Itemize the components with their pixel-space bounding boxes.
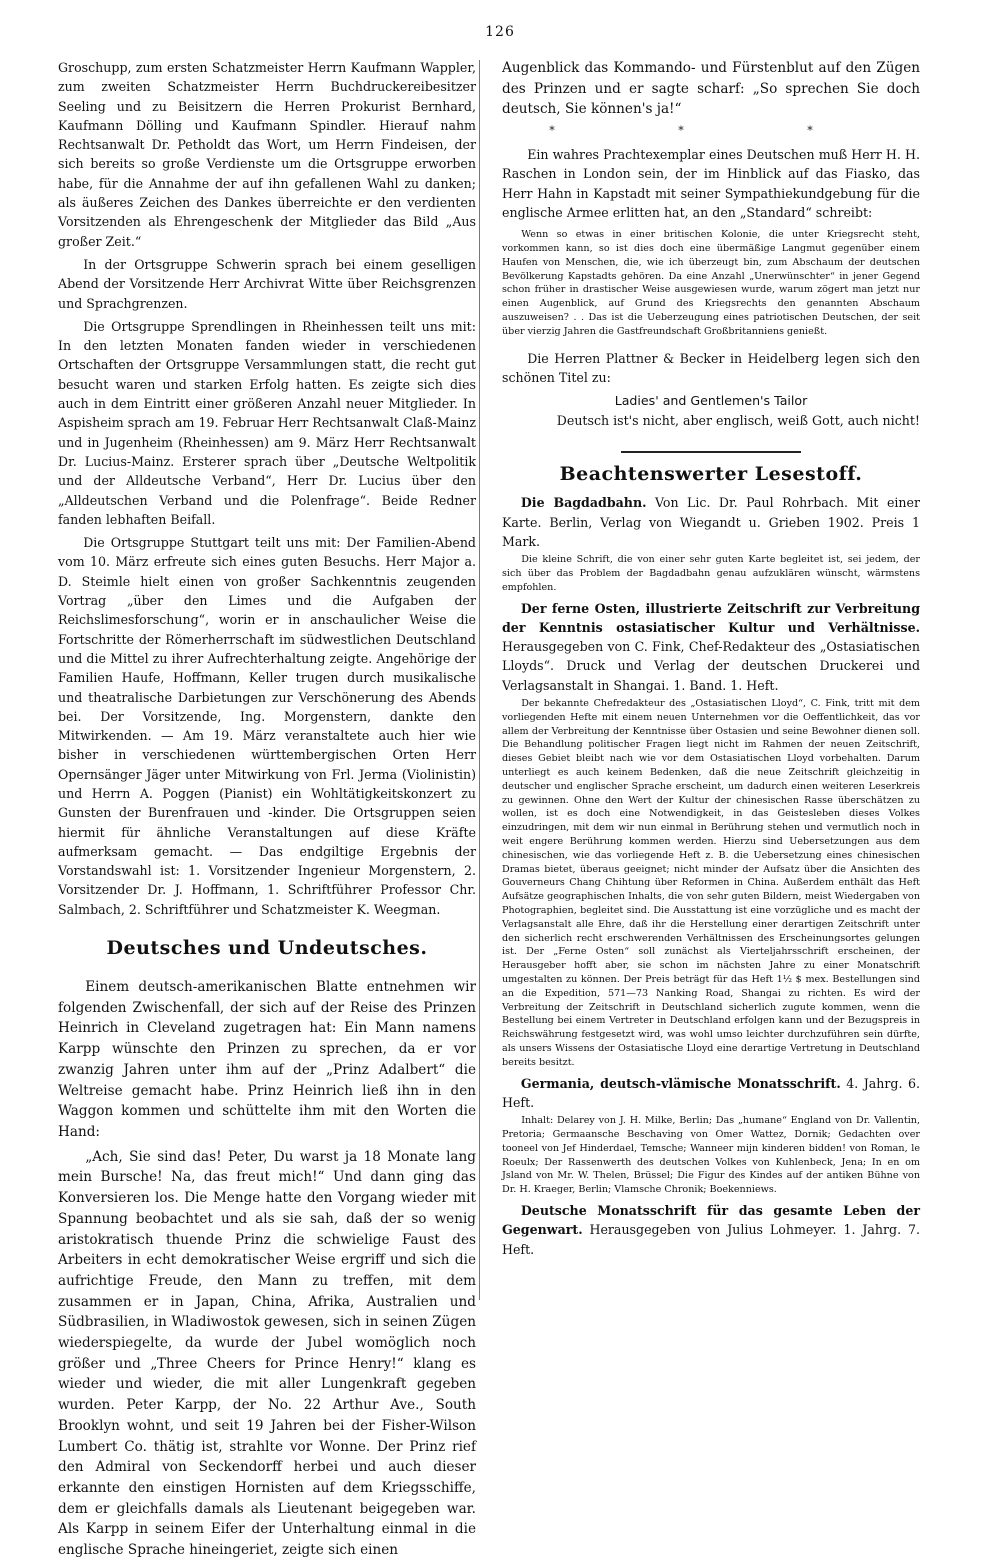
left-paragraph-6: „Ach, Sie sind das! Peter, Du warst ja 18 Monate lang mein Bursche! Na, das freut mich!“ Und dann ging das Konversieren los. Die Menge hatte den Vorgang wieder mit Spannung beobachtet und als sie sah, daß der so wenig aristokratisch thuende Prinz die schwielige Faust des Arbeiters in echt demokratischer Weise ergriff und sich die aufrichtige Freude, den Mann zu treffen, mit dem zusammen er in Japan, China, Afrika, Australien und Südbrasilien, in Wladiwostok gewesen, sich in seinen Zügen wiederspiegelte, da wurde der Jubel womöglich noch größer und „Three Cheers for Prince Henry!“ klang es wieder und wieder, die mit aller Lungenkraft gegeben wurden. Peter Karpp, der No. 22 Arthur Ave., South Brooklyn wohnt, und seit 19 Jahren bei der Fisher-Wilson Lumbert Co. thätig ist, strahlte vor Wonne. Der Prinz rief den Admiral von Seckendorff herbei und auch dieser erkannte den einstigen Hornisten auf dem Kriegsschiffe, dem er gleichfalls damals als Lieutenant beigegeben war. Als Karpp in seinem Eifer der Unterhaltung einmal in die englische Sprache hineingeriet, zeigte sich einen [58, 1148, 476, 1559]
page-number: 126 [485, 24, 515, 40]
review-title: Der ferne Osten, illustrierte Zeitschrift zur Verbreitung der Kenntnis ostasiatischer Kultur und Verhältnisse. [502, 600, 920, 635]
right-column [502, 58, 920, 1261]
review-entry-monatsschrift [502, 1201, 920, 1259]
review-entry-bagdadbahn [502, 493, 920, 551]
review-note: Die kleine Schrift, die von einer sehr guten Karte begleitet ist, sei jedem, der sich über das Problem der Bagdadbahn genau aufzuklären wünscht, wärmstens empfohlen. [502, 554, 920, 593]
left-paragraph-1: Groschupp, zum ersten Schatzmeister Herrn Kaufmann Wappler, zum zweiten Schatzmeister Herrn Buchdruckereibesitzer Seeling und zu Beisitzern die Herren Prokurist Bernhard, Kaufmann Dölling und Kaufmann Spindler. Hierauf nahm Rechtsanwalt Dr. Petholdt das Wort, um Herrn Findeisen, der sich bereits so große Verdienste um die Ortsgruppe erworben habe, für die Annahme der auf ihn gefallenen Wahl zu danken; als äußeres Zeichen des Dankes überreichte er den verdienten Vorsitzenden als Ehrengeschenk der Mitglieder das Bild „Aus großer Zeit.“ [58, 60, 476, 249]
review-entry-germania [502, 1074, 920, 1113]
left-paragraph-5: Einem deutsch-amerikanischen Blatte entnehmen wir folgenden Zwischenfall, der sich auf der Reise des Prinzen Heinrich in Cleveland zugetragen hat: Ein Mann namens Karpp wünschte den Prinzen zu sprechen, da er vor zwanzig Jahren unter ihm auf der „Prinz Adalbert“ die Weltreise gemacht habe. Prinz Heinrich ließ ihn in den Waggon kommen und schüttelte ihm mit den Worten die Hand: [58, 979, 476, 1140]
section-heading-deutsches: Deutsches und Undeutsches. [106, 937, 428, 960]
standard-quote: Wenn so etwas in einer britischen Kolonie, die unter Kriegsrecht steht, vorkommen kann, so ist dies doch eine übermäßige Langmut gegenüber einem Haufen von Menschen, die, wie ich überzeugt bin, zum Abschaum der deutschen Bevölkerung Kapstadts gehören. Da eine Anzahl „Unerwünschter“ in jener Gegend schon früher in drastischer Weise ausgewiesen wurde, warum zögert man jetzt nur einen Augenblick, auf Grund des Kriegsrechts den genannten Abschaum auszuweisen? . . Das ist die Ueberzeugung eines patriotischen Deutschen, der seit über vierzig Jahren die Gastfreundschaft Großbritanniens genießt. [502, 229, 920, 337]
right-paragraph-2: Ein wahres Prachtexemplar eines Deutschen muß Herr H. H. Raschen in London sein, der im Hinblick auf das Fiasko, das Herr Hahn in Kapstadt mit seiner Sympathiekundgebung für die englische Armee erlitten hat, an den „Standard“ schreibt: [502, 147, 920, 220]
review-entry-ferne-osten [502, 599, 920, 695]
review-details: 4. Jahrg. 6. Heft. [502, 1075, 920, 1110]
left-column [58, 58, 476, 1565]
column-divider [479, 60, 480, 1300]
left-paragraph-2: In der Ortsgruppe Schwerin sprach bei einem geselligen Abend der Vorsitzende Herr Archivrat Witte über Reichsgrenzen und Sprachgrenzen. [58, 256, 476, 311]
section-stars: * * * [549, 124, 873, 138]
review-title: Germania, deutsch-vlämische Monatsschrift. [520, 1075, 841, 1091]
review-title: Die Bagdadbahn. [520, 495, 647, 511]
heading-rule [621, 451, 801, 453]
review-title: Deutsche Monatsschrift für das gesamte Leben der Gegenwart. [502, 1202, 920, 1238]
left-paragraph-3: Die Ortsgruppe Sprendlingen in Rheinhessen teilt uns mit: In den letzten Monaten fanden wieder in verschiedenen Ortschaften der Ortsgruppe Versammlungen statt, die recht gut besucht waren und starken Erfolg hatten. Es zeigte sich dies auch in dem Eintritt einer größeren Anzahl neuer Mitglieder. In Aspisheim sprach am 19. Februar Herr Rechtsanwalt Claß-Mainz und in Jugenheim (Rheinhessen) am 9. März Herr Rechtsanwalt Dr. Lucius-Mainz. Ersterer sprach über „Deutsche Weltpolitik und der Alldeutsche Verband“, Herr Dr. Lucius über den „Alldeutschen Verband und die Polenfrage“. Beide Redner fanden lebhaften Beifall. [58, 318, 476, 527]
review-note: Der bekannte Chefredakteur des „Ostasiatischen Lloyd“, C. Fink, tritt mit dem vorliegenden Hefte mit einem neuen Unternehmen vor die Oeffentlichkeit, das vor allem der Verbreitung der Kenntnisse über Ostasien und seine Bewohner dienen soll. Die Behandlung politischer Fragen liegt nicht im Rahmen der neuen Zeitschrift, dieses Gebiet bleibt nach wie vor dem Ostasiatischen Lloyd vorbehalten. Darum unterliegt es auch keinem Bedenken, daß die neue Zeitschrift gleichzeitig in deutscher und englischer Sprache erscheint, um dadurch einen weiteren Leserkreis zu gewinnen. Ohne den Wert der Kultur der chinesischen Rasse überschätzen zu wollen, ist es doch eine Notwendigkeit, in das Geistesleben dieses Volkes einzudringen, mit dem wir nun einmal in Berührung stehen und vermutlich noch in weit engere Berührung kommen werden. Hierzu sind Uebersetzungen aus dem chinesischen, wie das vorliegende Heft z. B. die Uebersetzung eines chinesischen Dramas bietet, überaus geeignet; nicht minder der Aufsatz über die Ansichten des Gouverneurs Chang Chihtung über Reformen in China. Außerdem enthält das Heft Aufsätze geographischen Inhalts, die von sehr guten Bildern, meist Wiedergaben von Photographien, begleitet sind. Die Ausstattung ist eine vorzügliche und es macht der Verlagsanstalt alle Ehre, daß ihr die Herstellung einer derartigen Zeitschrift unter den sicherlich recht erschwerenden Verhältnissen des Erscheinungsortes gelungen ist. Der „Ferne Osten“ soll zunächst als Vierteljahrsschrift erscheinen, der Herausgeber hofft aber, sie schon im nächsten Jahre zu einer Monatschrift umgestalten zu können. Der Preis beträgt für das Heft 1½ $ mex. Bestellungen sind an die Expedition, 571—73 Nanking Road, Shangai zu richten. Es wird der Verbreitung der Zeitschrift in Deutschland sicherlich zugute kommen, wenn die Bestellung bei einem Vertreter in Deutschland erfolgen kann und der Bezugspreis in Reichswährung festgesetzt wird, was wohl umso leichter durchzuführen sein dürfte, als unsers Wissens der Ostasiatische Lloyd eine derartige Vertretung in Deutschland bereits besitzt. [502, 698, 920, 1068]
tailor-motto: Deutsch ist's nicht, aber englisch, weiß Gott, auch nicht! [556, 413, 920, 429]
review-note: Inhalt: Delarey von J. H. Milke, Berlin; Das „humane“ England von Dr. Vallentin, Pretoria; Germaansche Beschaving von Omer Wattez, Dornik; Gedachten over tooneel von Jef Hinderdael, Temsche; Wanneer mijn kinderen bidden! von Roman, le Roeulx; Der Rassenwerth des deutschen Volkes von Kuhlenbeck, Jena; In en om Jsland von Mr. W. Thelen, Brüssel; Die Figur des Kindes auf der antiken Bühne von Dr. H. Kraeger, Berlin; Vlamsche Chronik; Boekenniews. [502, 1115, 920, 1196]
review-details: Von Lic. Dr. Paul Rohrbach. Mit einer Karte. Berlin, Verlag von Wiegandt u. Grieben 1902. Preis 1 Mark. [502, 495, 921, 549]
left-paragraph-4: Die Ortsgruppe Stuttgart teilt uns mit: Der Familien-Abend vom 10. März erfreute sich eines guten Besuchs. Herr Major a. D. Steimle hielt einen von großer Sachkenntnis zeugenden Vortrag „über den Limes und die Aufgaben der Reichslimesforschung“, worin er in anschaulicher Weise die Fortschritte der Römerherrschaft im südwestlichen Deutschland und die Mittel zu ihrer Aufrechterhaltung zeigte. Angehörige der Familien Haufe, Hoffmann, Keller trugen durch musikalische und theatralische Darbietungen zur Verschönerung des Abends bei. Der Vorsitzende, Ing. Morgenstern, dankte den Mitwirkenden. — Am 19. März veranstaltete auch hier wie bisher in verschiedenen württembergischen Orten Herr Opernsänger Jäger unter Mitwirkung von Frl. Jerma (Violinistin) und Herrn A. Poggen (Pianist) ein Wohltätigkeitskonzert zu Gunsten der Burenfrauen und -kinder. Die Ortsgruppen seien hiermit für ähnliche Veranstaltungen auf diese Kräfte aufmerksam gemacht. — Das endgiltige Ergebnis der Vorstandswahl ist: 1. Vorsitzender Ingenieur Morgenstern, 2. Vorsitzender Dr. J. Hoffmann, 1. Schriftführer Professor Chr. Salmbach, 2. Schriftführer und Schatzmeister K. Weegman. [58, 535, 476, 917]
right-paragraph-3: Die Herren Plattner & Becker in Heidelberg legen sich den schönen Titel zu: [502, 350, 920, 385]
review-details: Herausgegeben von Julius Lohmeyer. 1. Jahrg. 7. Heft. [502, 1222, 920, 1257]
review-details: Herausgegeben von C. Fink, Chef-Redakteur des „Ostasiatischen Lloyds“. Druck und Verlag der deutschen Druckerei und Verlagsanstalt in Shangai. 1. Band. 1. Heft. [502, 639, 920, 693]
section-heading-lesestoff: Beachtenswerter Lesestoff. [559, 463, 863, 486]
right-paragraph-1: Augenblick das Kommando- und Fürstenblut auf den Zügen des Prinzen und er sagte scharf: „So sprechen Sie doch deutsch, Sie können's ja!“ [502, 60, 920, 118]
tailor-title: Ladies' and Gentlemen's Tailor [614, 393, 808, 409]
